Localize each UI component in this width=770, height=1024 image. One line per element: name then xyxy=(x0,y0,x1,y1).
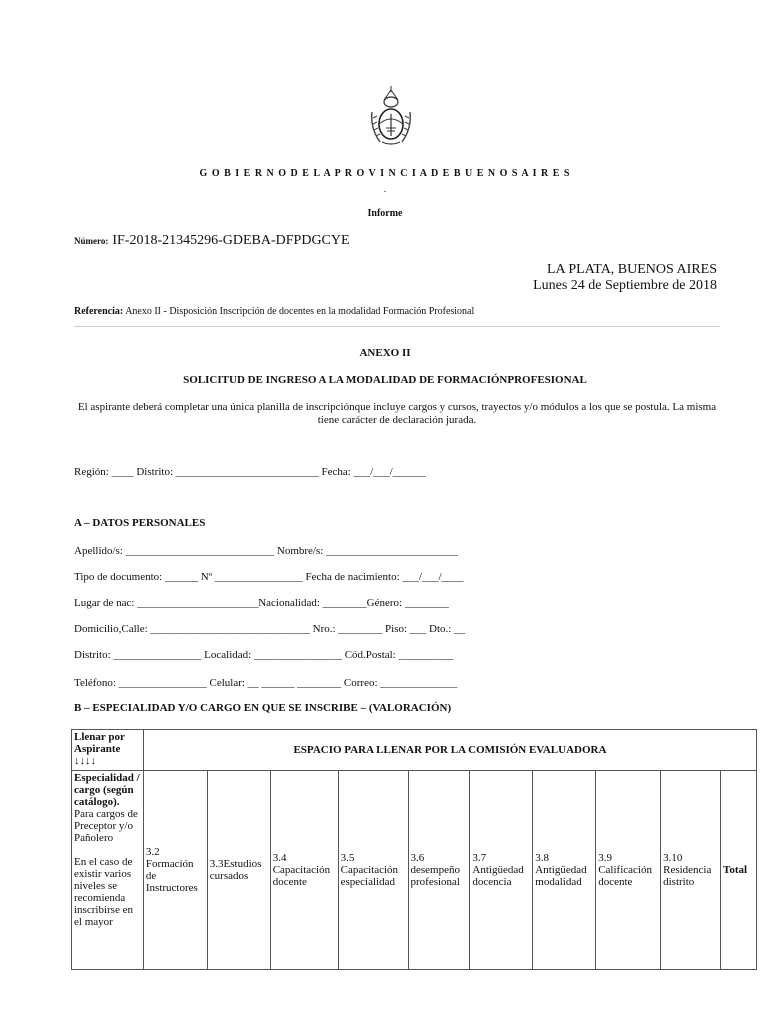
government-header: G O B I E R N O D E L A P R O V I N C I A D E B U E N O S A I R E S xyxy=(199,168,571,179)
column-header-cell[interactable]: 3.6 desempeño profesional xyxy=(408,771,470,970)
column-header-cell[interactable]: 3.9 Calificación docente xyxy=(596,771,661,970)
commission-header: ESPACIO PARA LLENAR POR LA COMISIÓN EVALUADORA xyxy=(143,730,756,771)
specialty-label: Especialidad / cargo (según catálogo). xyxy=(74,772,140,808)
arrows-down-icon: ↓↓↓↓ xyxy=(74,755,96,767)
reference-value: Anexo II - Disposición Inscripción de docentes en la modalidad Formación Profesional xyxy=(125,306,475,317)
document-type: Informe xyxy=(367,208,403,219)
column-header-cell[interactable]: 3.4 Capacitación docente xyxy=(270,771,338,970)
form-field-line: Teléfono: ________________ Celular: __ ______ ________ Correo: ______________ xyxy=(74,677,458,689)
column-header-cell[interactable]: 3.8 Antigüedad modalidad xyxy=(533,771,596,970)
table-header-row xyxy=(72,730,757,771)
number-value: IF-2018-21345296-GDEBA-DFPDGCYE xyxy=(112,233,350,248)
form-field-line: Apellido/s: ___________________________ Nombre/s: ________________________ xyxy=(74,545,459,557)
column-header-cell[interactable]: 3.10 Residencia distrito xyxy=(661,771,721,970)
form-title: SOLICITUD DE INGRESO A LA MODALIDAD DE FORMACIÓNPROFESIONAL xyxy=(183,374,587,386)
form-field-line: Lugar de nac: ______________________Nacionalidad: ________Género: ________ xyxy=(74,597,449,609)
column-header-cell[interactable]: 3.7 Antigüedad docencia xyxy=(470,771,533,970)
header-dot: . xyxy=(383,184,387,194)
specialty-note: Para cargos de Preceptor y/o Pañolero xyxy=(74,808,138,844)
place-date-block xyxy=(533,262,717,294)
number-label: Número: xyxy=(74,236,109,246)
form-field-line: Distrito: ________________ Localidad: ________________ Cód.Postal: __________ xyxy=(74,649,454,661)
applicant-header: Llenar por Aspirante xyxy=(74,731,125,755)
form-field-line: Domicilio,Calle: _____________________________ Nro.: ________ Piso: ___ Dto.: __ xyxy=(74,623,466,635)
date: Lunes 24 de Septiembre de 2018 xyxy=(533,278,717,293)
specialty-note: En el caso de existir varios niveles se recomienda inscribirse en el mayor xyxy=(74,856,133,928)
column-header-cell[interactable]: 3.2 Formación de Instructores xyxy=(143,771,207,970)
intro-paragraph: El aspirante deberá completar una única planilla de inscripciónque incluye cargos y cursos, trayectos y/o módulos a los que se postula. La misma tiene carácter de declaración jurada. xyxy=(77,401,717,426)
reference xyxy=(74,306,474,317)
table-row xyxy=(72,771,757,970)
column-header-cell[interactable]: 3.5 Capacitación especialidad xyxy=(338,771,408,970)
divider xyxy=(74,326,720,327)
reference-label: Referencia: xyxy=(74,306,124,317)
annex-title: ANEXO II xyxy=(359,347,411,359)
applicant-header-cell xyxy=(72,730,144,771)
region-line: Región: ____ Distrito: __________________________ Fecha: ___/___/______ xyxy=(74,466,426,478)
column-header-cell[interactable]: 3.3Estudios cursados xyxy=(207,771,270,970)
section-a-heading: A – DATOS PERSONALES xyxy=(74,517,206,529)
specialty-cell[interactable] xyxy=(72,771,144,970)
document-number xyxy=(74,233,350,249)
coat-of-arms-seal xyxy=(368,84,414,148)
city: LA PLATA, BUENOS AIRES xyxy=(546,262,717,277)
section-b-heading: B – ESPECIALIDAD Y/O CARGO EN QUE SE INSCRIBE – (VALORACIÓN) xyxy=(74,702,452,714)
valuation-table xyxy=(71,729,757,970)
total-cell[interactable]: Total xyxy=(721,771,757,970)
form-field-line: Tipo de documento: ______ Nº ________________ Fecha de nacimiento: ___/___/____ xyxy=(74,571,464,583)
